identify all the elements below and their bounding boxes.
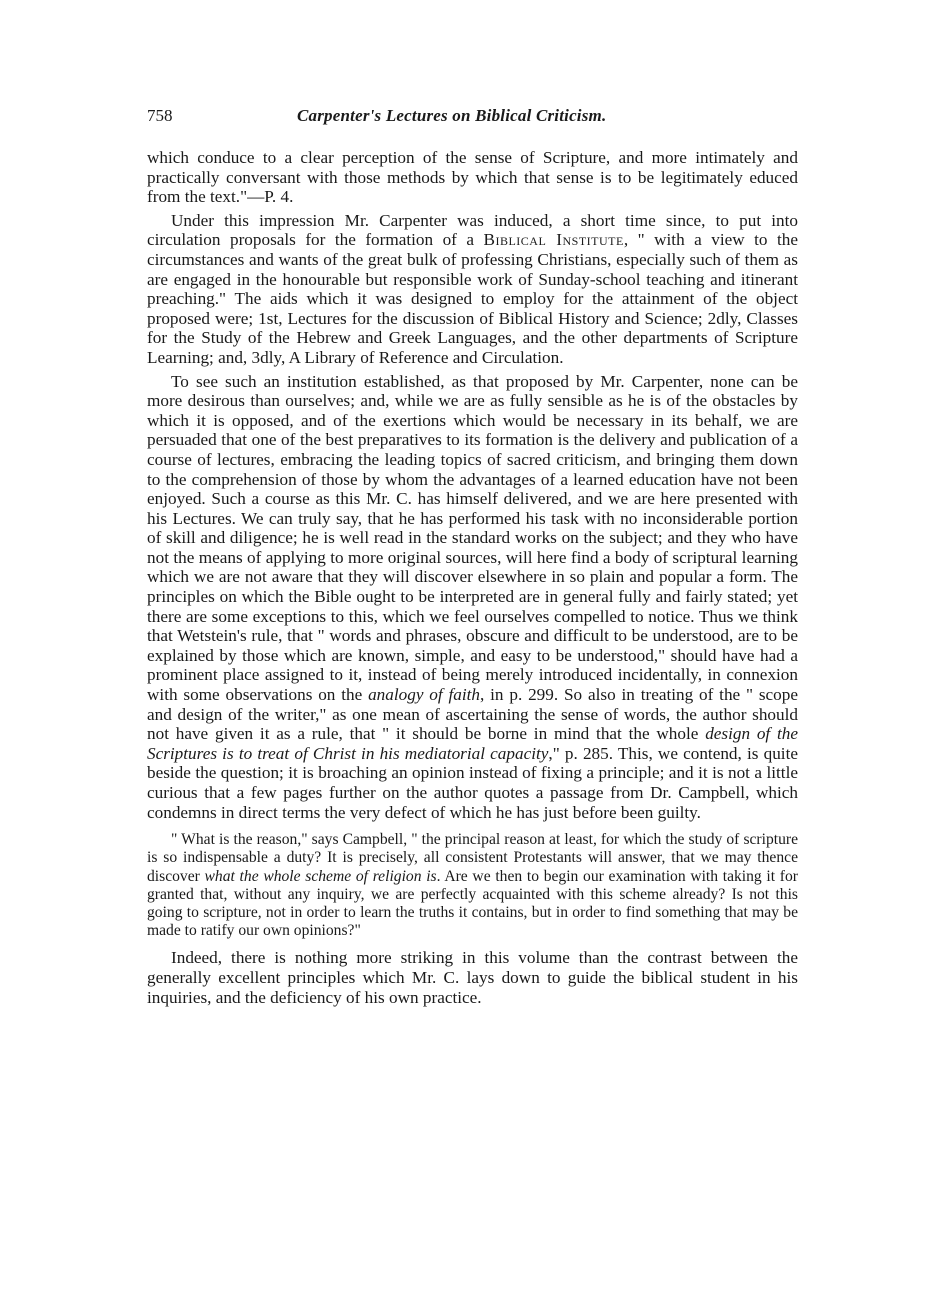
paragraph-review: [147, 372, 798, 823]
italic-phrase: analogy of faith: [368, 685, 481, 705]
campbell-quotation: [147, 831, 798, 940]
text-run: . Are we then to begin our examination with taking it for granted that, without any inquiry, we are perfectly acquainted with this scheme already? Is not this going to scripture, not in order to learn the truths it contains, but in order to find something that may be made to ratify our own opinions?": [147, 867, 798, 940]
paragraph-biblical-institute: [147, 211, 798, 368]
page-number: 758: [147, 106, 173, 125]
text-run: , " with a view to the circumstances and wants of the great bulk of professing Christians, especially such of them as are engaged in the honourable but responsible work of Sunday-school teaching and itinerant preaching." The aids which it was designed to employ for the attainment of the object proposed were; 1st, Lectures for the discussion of Biblical History and Science; 2dly, Classes for the Study of the Hebrew and Greek Languages, and the other departments of Scripture Learning; and, 3dly, A Library of Reference and Circulation.: [147, 230, 798, 367]
page: [147, 106, 798, 1007]
text-run: Under this impression Mr. Carpenter was induced, a short time since, to put into circulation proposals for the formation of a: [147, 210, 798, 250]
institute-name: Biblical Institute: [483, 230, 624, 250]
text-run: " What is the reason," says Campbell, " the principal reason at least, for which the study of scripture is so indispensable a duty? It is precisely, all consistent Protestants will answer, that we may thence discover: [147, 831, 798, 885]
paragraph-continuation: which conduce to a clear perception of the sense of Scripture, and more intimately and practically conversant with those methods by which that sense is to be legitimately educed from the text."—P. 4.: [147, 148, 798, 207]
text-run: ," p. 285. This, we contend, is quite beside the question; it is broaching an opinion instead of fixing a principle; and it is not a little curious that a few pages further on the author quotes a passage from Dr. Campbell, which condemns in direct terms the very defect of which he has just before been guilty.: [147, 743, 798, 822]
paragraph-conclusion: Indeed, there is nothing more striking in this volume than the contrast between the generally excellent principles which Mr. C. lays down to guide the biblical student in his inquiries, and the deficiency of his own practice.: [147, 948, 798, 1007]
running-title: Carpenter's Lectures on Biblical Criticism.: [297, 106, 607, 125]
page-header: [147, 106, 798, 136]
text-run: , in p. 299. So also in treating of the " scope and design of the writer," as one mean of ascertaining the sense of words, the author should not have given it as a rule, that " it should be borne in mind that the whole: [147, 685, 798, 744]
italic-phrase: design of the Scriptures is to treat of Christ in his mediatorial capacity: [147, 724, 798, 763]
text-run: To see such an institution established, as that proposed by Mr. Carpenter, none can be more desirous than ourselves; and, while we are as fully sensible as he is of the obstacles by which it is opposed, and of the exertions which would be necessary in its behalf, we are persuaded that one of the best preparatives to its formation is the delivery and publication of a course of lectures, embracing the leading topics of sacred criticism, and bringing them down to the comprehension of those by whom the advantages of a learned education have not been enjoyed. Such a course as this Mr. C. has himself delivered, and we are here presented with his Lectures. We can truly say, that he has performed his task with no inconsiderable portion of skill and diligence; he is well read in the standard works on the subject; and they who have not the means of applying to more original sources, will here find a body of scriptural learning which we are not aware that they will discover elsewhere in so plain and popular a form. The principles on which the Bible ought to be interpreted are in general fully and fairly stated; yet there are some exceptions to this, which we feel ourselves compelled to notice. Thus we think that Wetstein's rule, that " words and phrases, obscure and difficult to be understood, are to be explained by those which are known, simple, and easy to be understood," should have had a prominent place assigned to it, instead of being merely introduced incidentally, in connexion with some observations on the: [147, 371, 798, 705]
italic-phrase: what the whole scheme of religion is: [204, 867, 437, 885]
